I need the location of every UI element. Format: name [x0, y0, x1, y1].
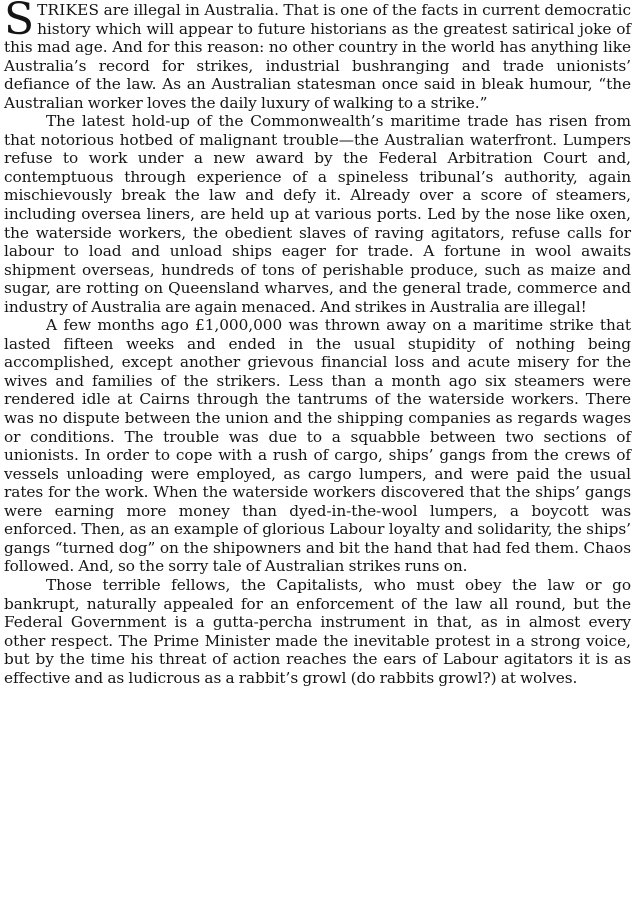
paragraph-4: Those terrible fellows, the Capitalists, who must obey the law or go bankrupt, naturally appealed for an enforcement of the law all round, but the Federal Government is a gutta-percha instrument in that, as in almost every other respect. The Prime Minister made the inevitable protest in a strong voice, but by the time his threat of action reaches the ears of Labour agitators it is as effective and as ludicrous as a rabbit’s growl (do rabbits growl?) at wolves.	[4, 575, 631, 687]
article-body	[4, 1, 631, 687]
paragraph-1	[4, 1, 631, 112]
lead-caps: TRIKES	[37, 1, 100, 19]
paragraph-1-text: are illegal in Australia. That is one of the facts in current democratic history which will appear to future historians as the greatest satirical joke of this mad age. And for this reason: no other country in the world has anything like Australia’s record for strikes, industrial bushranging and trade unionists’ defiance of the law. As an Australian statesman once said in bleak humour, “the Australian worker loves the daily luxury of walking to a strike.”	[4, 1, 631, 112]
drop-cap: S	[4, 0, 35, 45]
paragraph-2: The latest hold-up of the Commonwealth’s maritime trade has risen from that notorious hotbed of malignant trouble—the Australian waterfront. Lumpers refuse to work under a new award by the Federal Arbitration Court and, contemptuous through experience of a spineless tribunal’s authority, again mischievously break the law and defy it. Already over a score of steamers, including oversea liners, are held up at various ports. Led by the nose like oxen, the waterside workers, the obedient slaves of raving agitators, refuse calls for labour to load and unload ships eager for trade. A fortune in wool awaits shipment overseas, hundreds of tons of perishable produce, such as maize and sugar, are rotting on Queensland wharves, and the general trade, commerce and industry of Australia are again menaced. And strikes in Australia are illegal!	[4, 112, 631, 316]
paragraph-3: A few months ago £1,000,000 was thrown away on a maritime strike that lasted fifteen weeks and ended in the usual stupidity of nothing being accomplished, except another grievous financial loss and acute misery for the wives and families of the strikers. Less than a month ago six steamers were rendered idle at Cairns through the tantrums of the waterside workers. There was no dispute between the union and the shipping companies as regards wages or conditions. The trouble was due to a squabble between two sections of unionists. In order to cope with a rush of cargo, ships’ gangs from the crews of vessels unloading were employed, as cargo lumpers, and were paid the usual rates for the work. When the waterside workers discovered that the ships’ gangs were earning more money than dyed-in-the-wool lumpers, a boycott was enforced. Then, as an example of glorious Labour loyalty and solidarity, the ships’ gangs “turned dog” on the shipowners and bit the hand that had fed them. Chaos followed. And, so the sorry tale of Australian strikes runs on.	[4, 316, 631, 576]
